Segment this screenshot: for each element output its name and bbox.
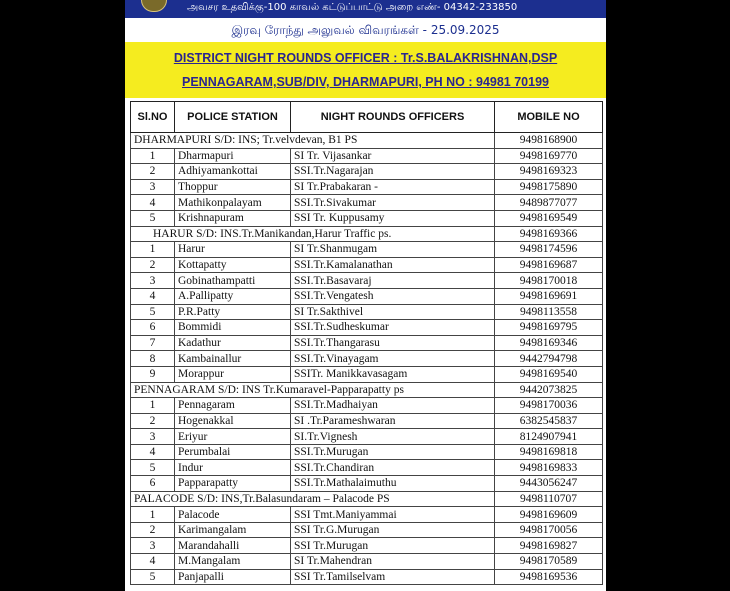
table-row <box>131 413 603 429</box>
header-banner <box>125 0 606 18</box>
police-station-name: Krishnapuram <box>175 210 291 226</box>
mobile-number: 9498169833 <box>495 460 603 476</box>
night-rounds-table <box>130 101 603 585</box>
police-station-name: Morappur <box>175 366 291 382</box>
table-row <box>131 444 603 460</box>
section-heading: HARUR S/D: INS.Tr.Manikandan,Harur Traffic ps. <box>131 226 495 242</box>
table-row <box>131 320 603 336</box>
mobile-number: 9498169827 <box>495 538 603 554</box>
officer-name: SI.Tr.Vignesh <box>291 429 495 445</box>
table-row <box>131 538 603 554</box>
table-row <box>131 398 603 414</box>
officer-name: SSI.Tr.Kamalanathan <box>291 257 495 273</box>
table-row <box>131 273 603 289</box>
officer-name: SI .Tr.Parameshwaran <box>291 413 495 429</box>
district-officer-line: DISTRICT NIGHT ROUNDS OFFICER : Tr.S.BALAKRISHNAN,DSP <box>173 51 558 65</box>
police-station-name: P.R.Patty <box>175 304 291 320</box>
serial-number: 3 <box>131 429 175 445</box>
serial-number: 6 <box>131 320 175 336</box>
serial-number: 9 <box>131 366 175 382</box>
serial-number: 1 <box>131 507 175 523</box>
police-station-name: Panjapalli <box>175 569 291 585</box>
police-station-name: Perumbalai <box>175 444 291 460</box>
header-sl-no: Sl.NO <box>131 102 175 133</box>
table-row <box>131 335 603 351</box>
mobile-number: 9498169346 <box>495 335 603 351</box>
report-subtitle: இரவு ரோந்து அலுவல் விவரங்கள் - 25.09.2025 <box>125 18 606 42</box>
header-police-station: POLICE STATION <box>175 102 291 133</box>
police-station-name: Kambainallur <box>175 351 291 367</box>
officer-name: SI Tr.Prabakaran - <box>291 179 495 195</box>
header-mobile-no: MOBILE NO <box>495 102 603 133</box>
officer-name: SSI.Tr.Vinayagam <box>291 351 495 367</box>
mobile-number: 9498170018 <box>495 273 603 289</box>
table-row <box>131 476 603 492</box>
mobile-number: 9498169366 <box>495 226 603 242</box>
mobile-number: 9498170056 <box>495 522 603 538</box>
officer-name: SSI.Tr.Madhaiyan <box>291 398 495 414</box>
section-heading: PENNAGARAM S/D: INS Tr.Kumaravel-Papparapatty ps <box>131 382 495 398</box>
mobile-number: 9498175890 <box>495 179 603 195</box>
table-row <box>131 569 603 585</box>
officer-name: SSI.Tr.Mathalaimuthu <box>291 476 495 492</box>
serial-number: 5 <box>131 569 175 585</box>
police-station-name: Gobinathampatti <box>175 273 291 289</box>
officer-name: SSI.Tr.Chandiran <box>291 460 495 476</box>
table-row <box>131 522 603 538</box>
serial-number: 7 <box>131 335 175 351</box>
officer-name: SSI Tr.Murugan <box>291 538 495 554</box>
table-row <box>131 554 603 570</box>
officer-name: SSI.Tr.Thangarasu <box>291 335 495 351</box>
table-row <box>131 304 603 320</box>
table-row <box>131 257 603 273</box>
mobile-number: 9498110707 <box>495 491 603 507</box>
serial-number: 3 <box>131 273 175 289</box>
officer-name: SSITr. Manikkavasagam <box>291 366 495 382</box>
police-station-name: A.Pallipatty <box>175 288 291 304</box>
police-station-name: Kottapatty <box>175 257 291 273</box>
serial-number: 4 <box>131 195 175 211</box>
police-station-name: Kadathur <box>175 335 291 351</box>
mobile-number: 9498169540 <box>495 366 603 382</box>
mobile-number: 9498169818 <box>495 444 603 460</box>
officer-name: SSI.Tr.Nagarajan <box>291 164 495 180</box>
table-header-row <box>131 102 603 133</box>
officer-name: SI Tr.Mahendran <box>291 554 495 570</box>
serial-number: 2 <box>131 413 175 429</box>
table-row <box>131 288 603 304</box>
mobile-number: 9498113558 <box>495 304 603 320</box>
mobile-number: 9442073825 <box>495 382 603 398</box>
serial-number: 1 <box>131 242 175 258</box>
section-heading: DHARMAPURI S/D: INS; Tr.velvdevan, B1 PS <box>131 133 495 149</box>
serial-number: 3 <box>131 538 175 554</box>
rounds-table-wrapper <box>130 101 602 585</box>
table-row <box>131 195 603 211</box>
officer-name: SI Tr.Sakthivel <box>291 304 495 320</box>
officer-location-line: PENNAGARAM,SUB/DIV, DHARMAPURI, PH NO : 94981 70199 <box>182 75 549 89</box>
table-row <box>131 366 603 382</box>
table-row <box>131 351 603 367</box>
police-station-name: Papparapatty <box>175 476 291 492</box>
mobile-number: 9498169770 <box>495 148 603 164</box>
serial-number: 4 <box>131 444 175 460</box>
mobile-number: 9498169549 <box>495 210 603 226</box>
police-station-name: Harur <box>175 242 291 258</box>
serial-number: 5 <box>131 210 175 226</box>
police-station-name: Dharmapuri <box>175 148 291 164</box>
mobile-number: 9443056247 <box>495 476 603 492</box>
officer-name: SI Tr. Vijasankar <box>291 148 495 164</box>
table-row <box>131 164 603 180</box>
serial-number: 3 <box>131 179 175 195</box>
mobile-number: 8124907941 <box>495 429 603 445</box>
mobile-number: 9442794798 <box>495 351 603 367</box>
mobile-number: 9498169609 <box>495 507 603 523</box>
document-page <box>125 0 606 591</box>
table-body <box>131 133 603 585</box>
serial-number: 1 <box>131 398 175 414</box>
serial-number: 1 <box>131 148 175 164</box>
serial-number: 4 <box>131 554 175 570</box>
mobile-number: 9489877077 <box>495 195 603 211</box>
section-row <box>131 226 603 242</box>
serial-number: 2 <box>131 257 175 273</box>
officer-name: SSI Tr.G.Murugan <box>291 522 495 538</box>
section-heading: PALACODE S/D: INS,Tr.Balasundaram – Palacode PS <box>131 491 495 507</box>
officer-name: SSI Tmt.Maniyammai <box>291 507 495 523</box>
mobile-number: 9498170036 <box>495 398 603 414</box>
police-emblem-icon <box>141 0 167 12</box>
police-station-name: Thoppur <box>175 179 291 195</box>
table-row <box>131 242 603 258</box>
mobile-number: 9498169536 <box>495 569 603 585</box>
serial-number: 5 <box>131 304 175 320</box>
table-row <box>131 179 603 195</box>
serial-number: 2 <box>131 522 175 538</box>
police-station-name: Karimangalam <box>175 522 291 538</box>
serial-number: 8 <box>131 351 175 367</box>
helpline-text: அவசர உதவிக்கு-100 காவல் கட்டுப்பாட்டு அறை எண்- 04342-233850 <box>187 2 518 13</box>
table-row <box>131 460 603 476</box>
table-row <box>131 148 603 164</box>
officer-name: SI Tr.Shanmugam <box>291 242 495 258</box>
police-station-name: Eriyur <box>175 429 291 445</box>
mobile-number: 9498168900 <box>495 133 603 149</box>
officer-name: SSI.Tr.Murugan <box>291 444 495 460</box>
mobile-number: 9498174596 <box>495 242 603 258</box>
mobile-number: 9498169795 <box>495 320 603 336</box>
police-station-name: Bommidi <box>175 320 291 336</box>
table-row <box>131 429 603 445</box>
table-row <box>131 210 603 226</box>
police-station-name: Marandahalli <box>175 538 291 554</box>
serial-number: 6 <box>131 476 175 492</box>
serial-number: 5 <box>131 460 175 476</box>
officer-name: SSI.Tr.Vengatesh <box>291 288 495 304</box>
police-station-name: Palacode <box>175 507 291 523</box>
police-station-name: Adhiyamankottai <box>175 164 291 180</box>
serial-number: 2 <box>131 164 175 180</box>
table-row <box>131 507 603 523</box>
section-row <box>131 382 603 398</box>
officer-banner <box>125 42 606 98</box>
officer-name: SSI.Tr.Sudheskumar <box>291 320 495 336</box>
police-station-name: Mathikonpalayam <box>175 195 291 211</box>
officer-name: SSI Tr.Tamilselvam <box>291 569 495 585</box>
mobile-number: 9498170589 <box>495 554 603 570</box>
officer-name: SSI.Tr.Sivakumar <box>291 195 495 211</box>
officer-name: SSI.Tr.Basavaraj <box>291 273 495 289</box>
mobile-number: 9498169323 <box>495 164 603 180</box>
mobile-number: 6382545837 <box>495 413 603 429</box>
mobile-number: 9498169691 <box>495 288 603 304</box>
officer-name: SSI Tr. Kuppusamy <box>291 210 495 226</box>
police-station-name: Indur <box>175 460 291 476</box>
police-station-name: Hogenakkal <box>175 413 291 429</box>
section-row <box>131 133 603 149</box>
serial-number: 4 <box>131 288 175 304</box>
police-station-name: M.Mangalam <box>175 554 291 570</box>
police-station-name: Pennagaram <box>175 398 291 414</box>
section-row <box>131 491 603 507</box>
header-night-rounds-officers: NIGHT ROUNDS OFFICERS <box>291 102 495 133</box>
mobile-number: 9498169687 <box>495 257 603 273</box>
